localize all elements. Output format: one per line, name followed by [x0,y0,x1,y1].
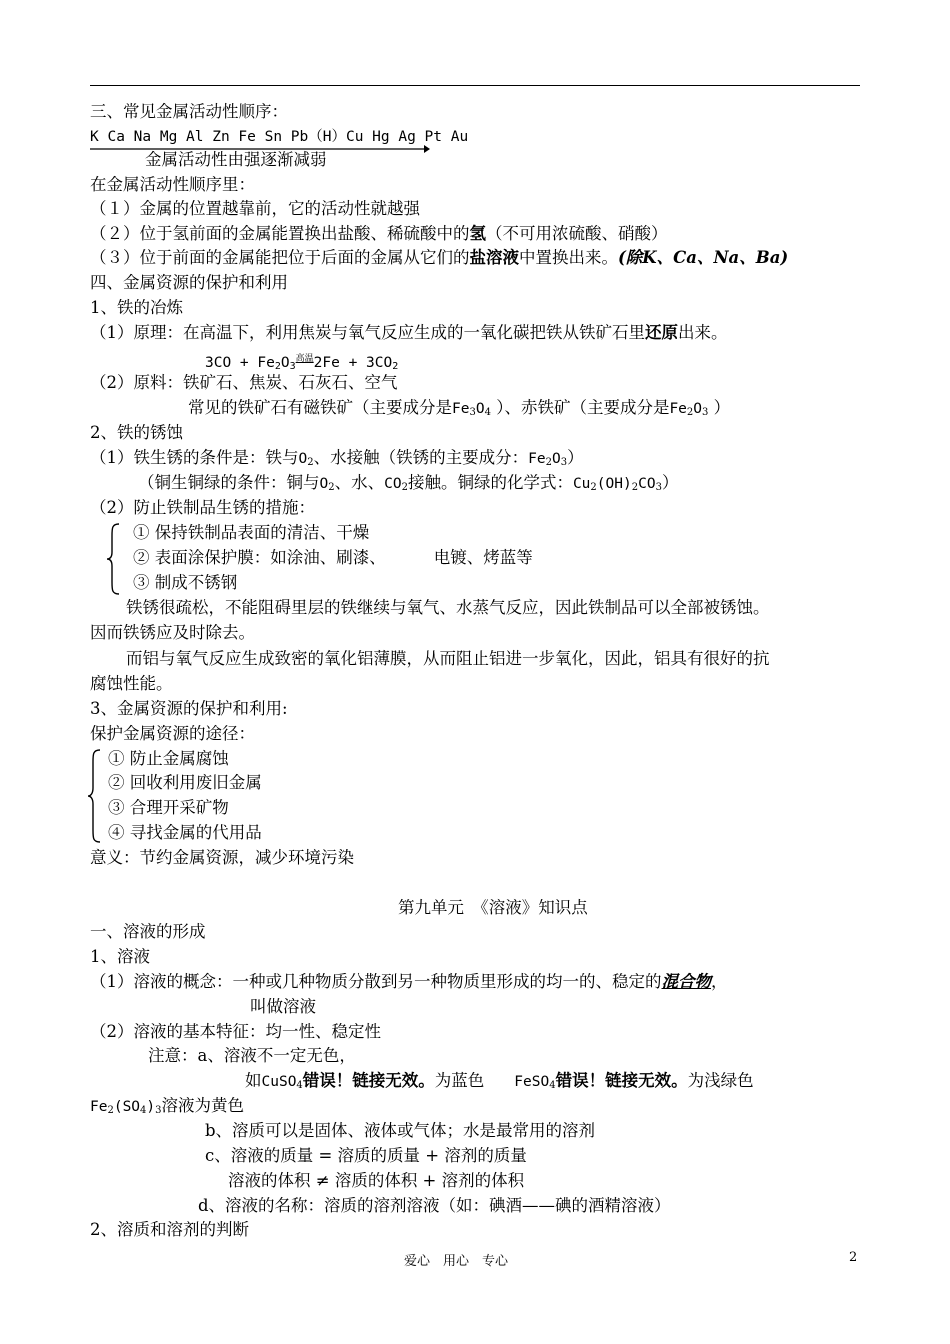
header-rule [90,85,860,86]
rusting-heading: 2、铁的锈蚀 [90,423,183,442]
footer-motto: 爱心 用心 专心 [404,1254,509,1269]
section-3-title: 三、常见金属活动性顺序： [90,102,288,121]
way-2: ② 回收利用废旧金属 [108,773,262,792]
rule-2: （２）位于氢前面的金属能置换出盐酸、稀硫酸中的氢（不可用浓硫酸、硝酸） [90,224,668,243]
solution-features: （2）溶液的基本特征：均一性、稳定性 [90,1022,381,1041]
page-number: 2 [849,1250,858,1265]
rule-3: （３）位于前面的金属能把位于后面的金属从它们的盐溶液中置换出来。(除K、Ca、Na、Ba) [90,248,789,267]
rust-paragraph-line-2: 因而铁锈应及时除去。 [90,623,255,642]
prevention-heading: （2）防止铁制品生锈的措施： [90,498,315,517]
way-1: ① 防止金属腐蚀 [108,749,229,768]
ways-brace [86,748,102,844]
solution-heading: 1、溶液 [90,947,150,966]
note-c-volume: 溶液的体积 ≠ 溶质的体积 + 溶剂的体积 [228,1171,525,1190]
raw-materials: （2）原料：铁矿石、焦炭、石灰石、空气 [90,373,398,392]
ferric-sulfate-color: $Fe_2(SO_4)_3$溶液为黄色 [90,1096,245,1116]
rule-1: （１）金属的位置越靠前，它的活动性就越强 [90,199,420,218]
smelting-equation: $3CO + Fe_2O_3^{高温}2Fe + 3CO_2$ [205,354,399,372]
measure-2: ② 表面涂保护膜：如涂油、刷漆、 电镀、烤蓝等 [133,548,533,567]
way-4: ④ 寻找金属的代用品 [108,823,262,842]
iron-smelting-heading: 1、铁的冶炼 [90,298,183,317]
solution-colors: 如CuSO$_4$错误！链接无效。为蓝色 FeSO$_4$错误！链接无效。为浅绿色 [245,1071,754,1091]
section-4-title: 四、金属资源的保护和利用 [90,273,288,292]
measure-3: ③ 制成不锈钢 [133,573,238,592]
measure-1: ① 保持铁制品表面的清洁、干燥 [133,523,370,542]
note-d: d、溶液的名称：溶质的溶剂溶液（如：碘酒——碘的酒精溶液） [198,1196,671,1215]
note-c-mass: c、溶液的质量 = 溶质的质量 + 溶剂的质量 [205,1146,527,1165]
smelting-principle: （1）原理：在高温下，利用焦炭与氧气反应生成的一氧化碳把铁从铁矿石里还原出来。 [90,323,728,342]
iron-ores: 常见的铁矿石有磁铁矿（主要成分是$Fe_3O_4$ ）、赤铁矿（主要成分是$Fe_2O_3$ ） [188,398,731,418]
note-a: 注意：a、溶液不一定无色， [148,1046,356,1065]
solution-concept: （1）溶液的概念：一种或几种物质分散到另一种物质里形成的均一的、稳定的混合物， [90,972,728,991]
rust-paragraph-line-1: 铁锈很疏松，不能阻碍里层的铁继续与氧气、水蒸气反应，因此铁制品可以全部被锈蚀。 [126,598,770,617]
activity-trend: 金属活动性由强逐渐减弱 [145,150,327,169]
way-3: ③ 合理开采矿物 [108,798,229,817]
aluminium-paragraph-line-1: 而铝与氧气反应生成致密的氧化铝薄膜，从而阻止铝进一步氧化，因此，铝具有很好的抗 [126,649,770,668]
unit-9-title: 第九单元 《溶液》知识点 [398,898,588,917]
activity-series: K Ca Na Mg Al Zn Fe Sn Pb（H）Cu Hg Ag Pt Au [90,129,469,145]
prevention-brace [105,522,121,596]
solution-concept-cont: 叫做溶液 [250,997,316,1016]
solute-solvent-heading: 2、溶质和溶剂的判断 [90,1220,249,1239]
copper-patina: （铜生铜绿的条件：铜与$O_2$、水、$CO_2$接触。铜绿的化学式：$Cu_2(OH)_2CO_3$） [138,473,679,493]
protection-ways-intro: 保护金属资源的途径： [90,724,255,743]
significance: 意义：节约金属资源，减少环境污染 [90,848,354,867]
rules-intro: 在金属活动性顺序里： [90,175,255,194]
note-b: b、溶质可以是固体、液体或气体；水是最常用的溶剂 [205,1121,596,1140]
aluminium-paragraph-line-2: 腐蚀性能。 [90,674,173,693]
rust-conditions: （1）铁生锈的条件是：铁与$O_2$、水接触（铁锈的主要成分：$Fe_2O_3$） [90,448,584,468]
solution-formation-heading: 一、溶液的形成 [90,922,206,941]
resource-protection-heading: 3、金属资源的保护和利用: [90,699,288,718]
